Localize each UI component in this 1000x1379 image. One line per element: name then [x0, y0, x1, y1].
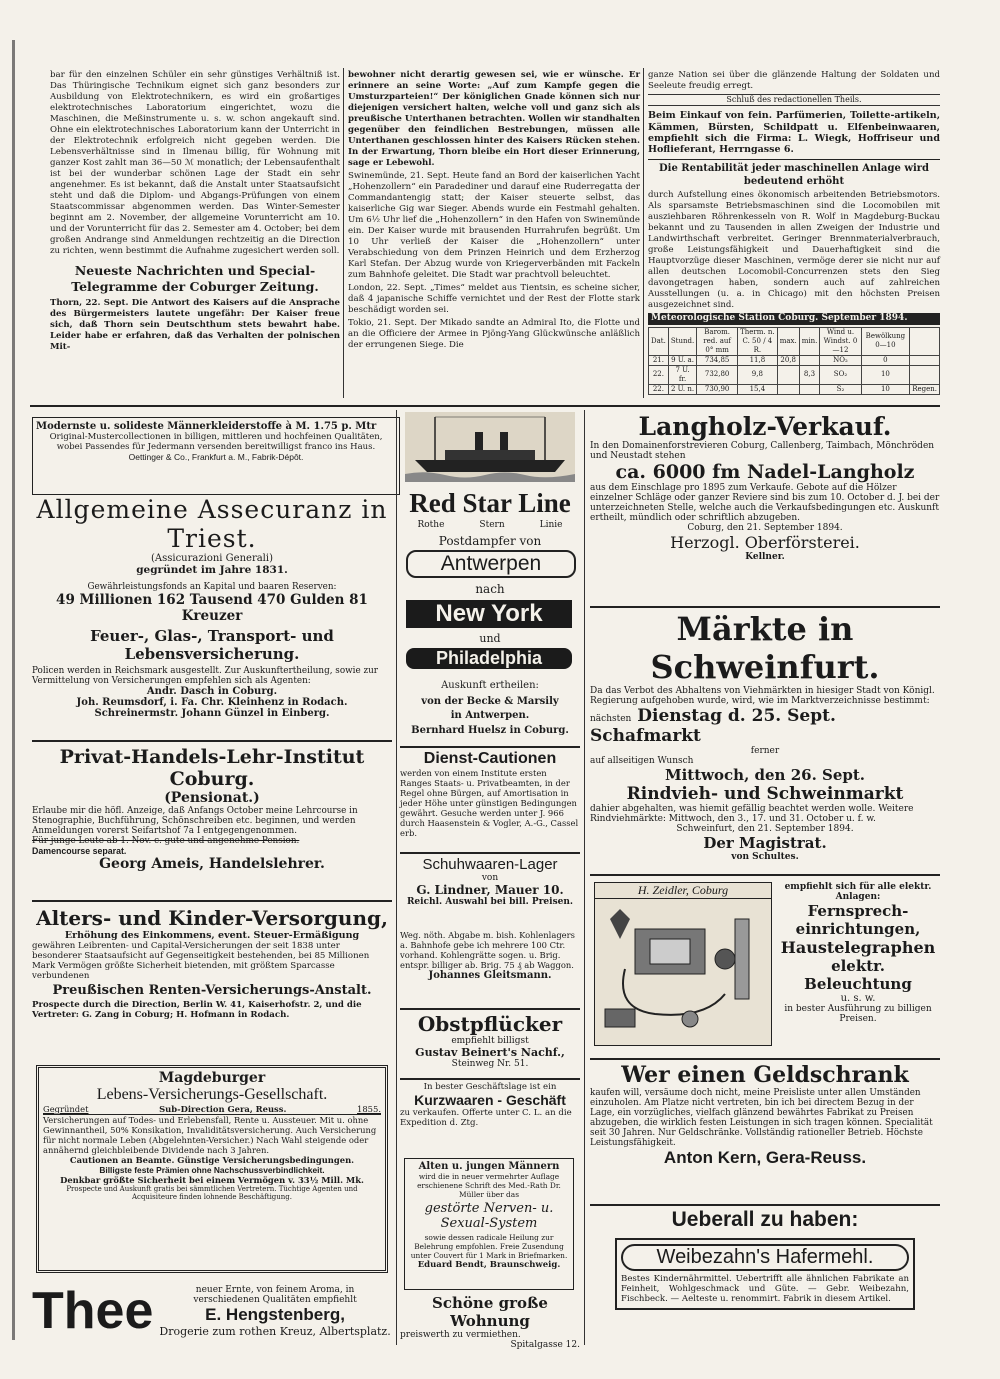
- ad-separator: [590, 1058, 940, 1060]
- redstar-auskunft: Auskunft ertheilen:: [441, 680, 539, 691]
- maerkte-line-3: Rindvieh- und Schweinmarkt: [626, 784, 904, 804]
- redstar-subline: [400, 520, 580, 530]
- weather-cell: SO₂: [820, 365, 861, 384]
- weather-header: Barom. red. auf 0° mm: [697, 327, 738, 355]
- weibezahn-body: Bestes Kindernährmittel. Uebertrifft alle ähnlichen Fabrikate an Feinheit, Wohlgeschmack und Güte. — Gebr. Weibezahn, Fischbeck. — Aelteste u. renommirt. Fabrik in diesem Artikel.: [621, 1274, 909, 1304]
- dienst-title: Dienst-Cautionen: [423, 750, 557, 767]
- zeidler-line-1: Fernsprech-einrichtungen,: [795, 902, 921, 938]
- weather-cell: Regen.: [910, 384, 940, 394]
- assecuranz-types: Feuer-, Glas-, Transport- und Lebensversicherung.: [90, 627, 334, 663]
- redstar-nach: nach: [475, 582, 505, 596]
- institut-body: Erlaube mir die höfl. Anzeige, daß Anfangs October meine Lehrcourse in Stenographie, Buchführung, Schönschreiben etc. beginnen, und werden Anmeldungen vorerst Seifartshof 7a I entgegengenommen.: [32, 806, 358, 836]
- maenner-firm: Eduard Bendt, Braunschweig.: [417, 1260, 561, 1270]
- steamship-illustration: [405, 412, 575, 482]
- weather-cell: 22.: [649, 365, 669, 384]
- redstar-sub-2: Stern: [479, 520, 505, 530]
- thee-line-2: verschiedenen Qualitäten empfiehlt: [193, 1294, 357, 1305]
- weather-cell: 20,8: [777, 355, 799, 365]
- weather-cell: 11,8: [738, 355, 778, 365]
- redstar-post: Postdampfer von: [438, 534, 542, 548]
- thee-word: Thee: [32, 1282, 154, 1340]
- maerkte-title: Märkte in Schweinfurt.: [650, 610, 880, 686]
- ad-separator: [32, 740, 392, 742]
- magdeburger-cautionen: Cautionen an Beamte. Günstige Versicherungsbedingungen.: [69, 1155, 355, 1165]
- kurz-title: Kurzwaaren - Geschäft: [414, 1092, 566, 1108]
- magdeburger-praemien: Billigste feste Prämien ohne Nachschussverbindlichkeit.: [99, 1165, 325, 1175]
- magdeburger-info-row: [43, 1104, 381, 1115]
- maenner-body: wird die in neuer vermehrter Auflage erschienene Schrift des Med.-Rath Dr. Müller über das: [417, 1172, 561, 1199]
- column-2-text-3: London, 22. Sept. „Times“ meldet aus Tientsin, es scheine sicher, daß 4 japanische Schiffe vernichtet und der Rest der Flotte stark beschädigt worden sei.: [348, 283, 640, 315]
- zeidler-line-3: elektr. Beleuchtung: [804, 957, 912, 993]
- column-3-separator: [648, 159, 940, 160]
- zeidler-line-4: u. s. w.: [840, 993, 876, 1004]
- weather-cell: 10: [861, 384, 910, 394]
- ad-separator: [590, 874, 940, 876]
- ad-separator: [400, 1078, 580, 1080]
- ad-column-rule-1: [396, 410, 397, 1345]
- assecuranz-amount: 49 Millionen 162 Tausend 470 Gulden 81 Kreuzer: [56, 592, 368, 624]
- wohnung-ad: [400, 1294, 580, 1350]
- schuh-firm: G. Lindner, Mauer 10.: [416, 883, 564, 897]
- weather-header: Therm. n. C. 50 / 4 R.: [738, 327, 778, 355]
- institut-sub: (Pensionat.): [164, 790, 260, 806]
- institut-sign: Georg Ameis, Handelslehrer.: [99, 856, 325, 872]
- maenner-ad: [404, 1158, 574, 1290]
- redstar-agent-2: Bernhard Huelsz in Coburg.: [411, 725, 569, 736]
- langholz-amount: ca. 6000 fm Nadel-Langholz: [615, 461, 915, 483]
- column-1: [50, 70, 340, 400]
- weather-cell: 9 U. a.: [668, 355, 696, 365]
- zeidler-plate: H. Zeidler, Coburg: [595, 883, 771, 899]
- schuh-body: Reichl. Auswahl bei bill. Preisen.: [406, 897, 574, 907]
- geldschrank-ad: [590, 1062, 940, 1202]
- schuh-title: Schuhwaaren-Lager: [422, 856, 558, 873]
- magdeburger-body: Versicherungen auf Todes- und Erlebensfall, Rente u. Aussteuer. Mit u. ohne Gewinnantheil, 50% Konsikation, Invaliditätsversicherung. Auch Versicherung für nicht normale Leben (Abgelehnten-Versicher.) Nach Wahl steigende oder annähernd gleichbleibende Dividende nach 3 Jahren.: [43, 1115, 377, 1155]
- maerkte-wunsch: auf allseitigen Wunsch: [590, 756, 694, 766]
- weather-cell: 2 U. n.: [668, 384, 696, 394]
- weather-table: [648, 327, 940, 395]
- langholz-date: Coburg, den 21. September 1894.: [687, 523, 843, 533]
- column-2-text-2: Swinemünde, 21. Sept. Heute fand an Bord der kaiserlichen Yacht „Hohenzollern“ ein Paradediner und darauf eine Ruderregatta der Commandantengig statt; der Kaiser steuerte selbst, das kaiserliche Gig war Sieger. Abends wurde ein Festmahl gehalten. Um 6½ Uhr lief die „Hohenzollern“ in den Hafen von Swinemünde ein. Der Kaiser wurde mit brausenden Hurrahrufen begrüßt. Um 10 Uhr verließ der Kaiser die „Hohenzollern“ unter Verabschiedung von dem Prinzen Heinrich und dem Erzherzog Karl Stefan. Der Abzug wurde von Kriegerverbänden mit Fackeln zum Bahnhofe geleitet. Die Stadt war prachtvoll beleuchtet.: [348, 171, 640, 280]
- ad-separator: [590, 1204, 940, 1206]
- weather-row: [649, 384, 940, 394]
- zeidler-text: [778, 882, 938, 1024]
- column-2: [348, 70, 640, 400]
- maerkte-sign-2: von Schultes.: [731, 852, 799, 862]
- zeidler-ad: [590, 878, 940, 1054]
- weather-cell: [799, 384, 820, 394]
- assecuranz-agent: Joh. Reumsdorf, i. Fa. Chr. Kleinhenz in Rodach.: [76, 697, 348, 708]
- assecuranz-agent: Schreinermstr. Johann Günzel in Einberg.: [94, 708, 330, 719]
- rentabilitaet-heading: Die Rentabilität jeder maschinellen Anlage wird bedeutend erhöht: [658, 162, 930, 187]
- weather-row: [649, 365, 940, 384]
- assecuranz-title: Allgemeine Assecuranz in Triest.: [36, 495, 388, 553]
- obst-title: Obstpflücker: [417, 1012, 563, 1036]
- weather-header: Wind u. Windst. 0—12: [820, 327, 861, 355]
- langholz-body-1: In den Domainenforstrevieren Coburg, Callenberg, Taimbach, Mönchröden und Neustadt stehen: [590, 441, 935, 461]
- weather-cell: 21.: [649, 355, 669, 365]
- langholz-ad: [590, 412, 940, 604]
- weather-row: [649, 355, 940, 365]
- kurz-intro: In bester Geschäftslage ist ein: [423, 1082, 557, 1092]
- redstar-agent-1b: in Antwerpen.: [450, 710, 530, 721]
- redstar-und: und: [479, 632, 501, 645]
- redstar-ad: [400, 412, 580, 744]
- weather-cell: 732,80: [697, 365, 738, 384]
- maerkte-line-1a: nächsten: [590, 714, 632, 724]
- zeidler-intro: empfiehlt sich für alle elektr. Anlagen:: [784, 882, 932, 902]
- ad-separator: [400, 852, 580, 854]
- weibezahn-box: [615, 1238, 915, 1310]
- langholz-sign-1: Herzogl. Oberförsterei.: [670, 533, 860, 552]
- dienst-ad: [400, 750, 580, 850]
- thee-ad: [32, 1280, 392, 1342]
- editorial-end-note: Schluß des redactionellen Theils.: [648, 94, 940, 106]
- weather-cell: 8,3: [799, 365, 820, 384]
- advert-section-rule: [30, 405, 940, 407]
- weather-cell: NO₂: [820, 355, 861, 365]
- parfum-ad: Beim Einkauf von fein. Parfümerien, Toilette-artikeln, Kämmen, Bürsten, Schildpatt u. Elfenbeinwaaren, empfiehlt sich die Firma: L. Wiegk, Hoffriseur und Hoflieferant, Herrngasse 6.: [648, 110, 940, 156]
- magdeburger-ad: [36, 1065, 388, 1273]
- weather-cell: [910, 355, 940, 365]
- weather-cell: [777, 384, 799, 394]
- weather-cell: 22.: [649, 384, 669, 394]
- weather-cell: 15,4: [738, 384, 778, 394]
- magdeburger-title-1: Magdeburger: [158, 1070, 266, 1086]
- magdeburger-year: 1855.: [357, 1104, 381, 1114]
- weather-header: min.: [799, 327, 820, 355]
- maenner-script: gestörte Nerven- u. Sexual-System: [424, 1201, 554, 1231]
- alters-sub: Erhöhung des Einkommens, event. Steuer-Ermäßigung: [64, 930, 360, 941]
- weather-header: Stund.: [668, 327, 696, 355]
- alters-footer: Prospecte durch die Direction, Berlin W. 41, Kaiserhofstr. 2, und die Vertreter: G. Zang in Coburg; H. Hofmann in Rodach.: [32, 1000, 362, 1020]
- kohlen-ad: [400, 930, 580, 1006]
- redstar-antwerpen: Antwerpen: [406, 550, 576, 578]
- zeidler-line-2: Haustelegraphen: [780, 938, 936, 957]
- weather-cell: 7 U. fr.: [668, 365, 696, 384]
- column-1-intro: bar für den einzelnen Schüler ein sehr günstiges Verhältniß ist. Das Thüringische Technikum eignet sich ganz besonders zur Ausbildung von Elektrotechnikern, es wird ein großartiges elektrotechnisches Laboratorium eingerichtet, wozu die Maschinen, die Meßinstrumente u. s. w. schon angekauft sind. Ohne ein elektrotechnisches Laboratorium kann der Unterricht in der Elektrotechnik erfolgreich nicht gegeben werden. Die Lebensverhältnisse sind in Ilmenau billig, für Wohnung mit ganzer Kost zahlt man 36—50 ℳ monatlich; der Lebensaufenthalt ist bei der wunderbar schönen Lage der Stadt ein sehr angenehmer. Es ist bekannt, daß die Anstalt unter Staatsaufsicht steht und daß die Diplom- und Abgangs-Prüfungen von einem Staatscommissar abgenommen werden. Das Winter-Semester beginnt am 2. November, der allgemeine Vorunterricht am 10. und der Vorunterricht für das 2. Semester am 4. October; bei dem großen Andrange sind Anmeldungen rechtzeitig an die Direction zu richten, wenn bestimmt die Aufnahme zugesichert werden soll.: [50, 70, 340, 256]
- langholz-body-2: aus dem Einschlage pro 1895 zum Verkaufe. Gebote auf die Hölzer einzelner Schläge oder ganzer Reviere sind bis zum 10. October d. J. bei der unterzeichneten Stelle, welche auch die Verkaufsbedingungen etc. Auskunft ertheilt, mündlich oder schriftlich abzugeben.: [590, 483, 940, 523]
- maenner-body-2: sowie dessen radicale Heilung zur Belehrung empfohlen. Freie Zusendung unter Couvert für 1 Mark in Briefmarken.: [410, 1233, 568, 1260]
- schuh-ad: [400, 856, 580, 928]
- wohnung-title: Schöne große Wohnung: [432, 1294, 548, 1330]
- weather-header: Bewölkung 0—10: [861, 327, 910, 355]
- assecuranz-agent: Andr. Dasch in Coburg.: [146, 686, 278, 697]
- geldschrank-firm: Anton Kern, Gera-Reuss.: [663, 1148, 867, 1167]
- column-3-text-1: ganze Nation sei über die glänzende Haltung der Soldaten und Seeleute freudig erregt.: [648, 70, 940, 91]
- column-rule-2: [643, 68, 644, 398]
- weather-header: Dat.: [649, 327, 669, 355]
- magdeburger-founded: Gegründet: [43, 1104, 89, 1114]
- ad-separator: [590, 606, 940, 608]
- ad-separator: [400, 1008, 580, 1010]
- weibezahn-head: Ueberall zu haben:: [671, 1208, 859, 1231]
- weather-cell: 9,8: [738, 365, 778, 384]
- column-1-heading: Neueste Nachrichten und Special-Telegramme der Coburger Zeitung.: [71, 263, 319, 294]
- assecuranz-founded: gegründet im Jahre 1831.: [136, 564, 288, 576]
- langholz-title: Langholz-Verkauf.: [638, 412, 892, 441]
- column-2-text-4: Tokio, 21. Sept. Der Mikado sandte an Admiral Ito, die Flotte und an die Officiere der Armee in Pjöng-Yang Glückwünsche anläßlich der errungenen Siege. Die: [348, 318, 640, 350]
- weather-cell: [910, 365, 940, 384]
- alters-title: Alters- und Kinder-Versorgung,: [36, 906, 388, 930]
- kohlen-body: Weg. nöth. Abgabe m. bish. Kohlenlagers a. Bahnhofe gebe ich mehrere 100 Ctr. vorhand. Kohlengrätte sogen. u. Brig. entspr. billiger ab. Brig. 75 ₰ ab Waggon.: [400, 930, 575, 970]
- obst-ad: [400, 1012, 580, 1076]
- redstar-sub-1: Rothe: [417, 520, 445, 530]
- stoffe-body: Original-Mustercollectionen in billigen, mittleren und hochfeinen Qualitäten, wobei Passendes für Jedermann versenden bereitwilligst franco ins Haus.: [49, 432, 383, 452]
- schuh-von: von: [481, 873, 499, 883]
- weather-cell: S₂: [820, 384, 861, 394]
- zeidler-foot: in bester Ausführung zu billigen Preisen.: [784, 1004, 932, 1024]
- magdeburger-subdir: Sub-Direction Gera, Reuss.: [159, 1104, 287, 1114]
- alters-anstalt: Preußischen Renten-Versicherungs-Anstalt.: [52, 983, 372, 998]
- maerkte-sign-1: Der Magistrat.: [703, 834, 827, 852]
- alters-ad: [32, 906, 392, 1056]
- rentabilitaet-text: durch Aufstellung eines ökonomisch arbeitenden Betriebsmotors. Als sparsamste Betriebsmaschinen sind die Locomobilen mit ausziehbaren Röhrenkesseln von R. Wolf in Magdeburg-Buckau bekannt und zu Tausenden in allen Zweigen der Industrie und Landwirthschaft verbreitet. Geringer Brennmaterialverbrauch, große Leistungsfähigkeit und Dauerhaftigkeit sind die Hauptvorzüge dieser Maschinen, vermöge derer sie nicht nur auf allen deutschen Locomobil-Concurrenzen stets den Sieg davongetragen haben, sondern auch auf zahlreichen Ausstellungen (u. a. in Chicago) mit den höchsten Preisen ausgezeichnet sind.: [648, 190, 940, 311]
- stoffe-head: Modernste u. solideste Männerkleiderstoffe à M. 1.75 p. Mtr: [36, 421, 377, 432]
- maerkte-line-1: [590, 706, 940, 746]
- dienst-body: werden von einem Institute ersten Ranges Staats- u. Privatbeamten, in der Regel ohne Bürgen, auf Amortisation in jeder Höhe unter günstigen Bedingungen gewährt. Gesuche werden unter J. 966 durch Haasenstein & Vogler, A.-G., Cassel erb.: [400, 768, 579, 838]
- kurz-body: zu verkaufen. Offerte unter C. L. an die Expedition d. Ztg.: [400, 1108, 572, 1128]
- maerkte-ad: [590, 610, 940, 872]
- institut-note: Für junge Leute ab 1. Nov. c. gute und angenehme Pension.: [32, 836, 300, 846]
- obst-body: empfiehlt billigst: [451, 1036, 529, 1046]
- weather-cell: 734,85: [697, 355, 738, 365]
- redstar-title: Red Star Line: [409, 488, 571, 518]
- kohlen-sign: Johannes Gleitsmann.: [428, 970, 552, 981]
- obst-addr: Steinweg Nr. 51.: [451, 1059, 529, 1069]
- binding-edge: [12, 40, 15, 1340]
- maerkte-line-1b: Dienstag d. 25. Sept. Schafmarkt: [590, 706, 836, 746]
- institut-title: Privat-Handels-Lehr-Institut Coburg.: [59, 746, 365, 790]
- weather-cell: 0: [861, 355, 910, 365]
- weather-header-row: [649, 327, 940, 355]
- stoffe-firm: Oettinger & Co., Frankfurt a. M., Fabrik-Dépôt.: [128, 452, 304, 462]
- thee-line-1: neuer Ernte, von feinem Aroma, in: [195, 1284, 355, 1295]
- magdeburger-title-2: Lebens-Versicherungs-Gesellschaft.: [96, 1086, 328, 1103]
- weather-title: Meteorologische Station Coburg. September 1894.: [648, 313, 940, 325]
- column-1-thorn: Thorn, 22. Sept. Die Antwort des Kaisers auf die Ansprache des Bürgermeisters lautete ungefähr: Der Kaiser freue sich, daß Thorn sein Deutschthum stets bewahrt habe. Leider habe er erfahren, daß das Verhalten der polnischen Mit-: [50, 298, 340, 352]
- assecuranz-sub: (Assicurazioni Generali): [151, 553, 273, 564]
- magdeburger-sicherheit: Denkbar größte Sicherheit bei einem Vermögen v. 33½ Mill. Mk.: [60, 1175, 364, 1185]
- thee-text: [159, 1285, 390, 1338]
- telephone-icon: [595, 899, 767, 1039]
- ad-column-rule-2: [584, 410, 585, 1345]
- thee-addr: Drogerie zum rothen Kreuz, Albertsplatz.: [159, 1324, 391, 1338]
- weibezahn-title: Weibezahn's Hafermehl.: [621, 1244, 909, 1271]
- geldschrank-title: Wer einen Geldschrank: [621, 1062, 909, 1088]
- maerkte-line-2: Mittwoch, den 26. Sept.: [664, 766, 866, 784]
- langholz-sign-2: Kellner.: [745, 552, 785, 562]
- column-rule-1: [343, 68, 344, 398]
- column-2-text-1: bewohner nicht derartig gewesen sei, wie er wünsche. Er erinnere an seine Worte: „Auf zum Kampfe gegen die Umsturzparteien!“ Der königlichen Gnade können sich nur diejenigen versichert halten, welche voll und ganz sich als preußische Unterthanen betrachten. Wollen wir standhalten gegenüber den feindlichen Bestrebungen, müssen alle Unterthanen geschlossen hinter des Kaisers Rücken stehen. In der Erwartung, Thorn bleibe ein Hort dieser Erinnerung, sage er Lebewohl.: [348, 70, 640, 168]
- maerkte-date: Schweinfurt, den 21. September 1894.: [676, 824, 854, 834]
- weibezahn-ad: [590, 1208, 940, 1344]
- weather-cell: [777, 365, 799, 384]
- geldschrank-body: kaufen will, versäume doch nicht, meine Preisliste unter allen Umständen einzuholen. Am Platze nicht vertreten, bin ich bei directem Bezug in der Lage, ein vorzügliches, vielfach glänzend bewährtes Fabrikat zu Preisen abzugeben, die wirklich festen Leistungen in sich tragen können. Specialität seit 30 Jahren. Nur Geldschränke. Vollständig rationeller Betrieb. Höchste Leistungsfähigkeit.: [590, 1088, 933, 1148]
- obst-firm: Gustav Beinert's Nachf.,: [415, 1046, 565, 1059]
- column-3: [648, 70, 940, 400]
- maenner-title: Alten u. jungen Männern: [418, 1161, 560, 1172]
- redstar-sub-3: Linie: [539, 520, 563, 530]
- weather-cell: 730,90: [697, 384, 738, 394]
- thee-firm: E. Hengstenberg,: [205, 1304, 345, 1324]
- weather-cell: 10: [861, 365, 910, 384]
- maerkte-body-1: Da das Verbot des Abhaltens von Viehmärkten in hiesiger Stadt von Königl. Regierung aufgehoben wurde, wird, wie im Marktverzeichnisse bestimmt:: [590, 686, 935, 706]
- assecuranz-body: Policen werden in Reichsmark ausgestellt. Zur Auskunftertheilung, sowie zur Vermittelung von Versicherungen empfehlen sich als Agenten:: [32, 666, 378, 686]
- maerkte-ferner: ferner: [750, 746, 780, 756]
- magdeburger-footer: Prospecte und Auskunft gratis bei sämmtlichen Vertretern. Tüchtige Agenten und Acquisiteure finden lohnende Beschäftigung.: [66, 1185, 358, 1201]
- institut-ad: [32, 746, 392, 896]
- zeidler-illustration: [594, 882, 772, 1046]
- weather-header: max.: [777, 327, 799, 355]
- alters-body: gewähren Leibrenten- und Capital-Versicherungen der seit 1838 unter besonderer Staatsaufsicht auf Gegenseitigkeit bestehenden, bei 85 Millionen Mark Vermögen größte Sicherheit bietenden, mit größtem Sparcasse verbundenen: [32, 941, 370, 981]
- redstar-philadelphia: Philadelphia: [406, 648, 572, 669]
- ad-separator: [32, 900, 392, 902]
- institut-damen: Damencourse separat.: [32, 846, 127, 856]
- weather-cell: [799, 355, 820, 365]
- maerkte-body-2: dahier abgehalten, was hiemit gefällig beachtet werden wolle. Weitere Rindviehmärkte: Mittwoch, den 3., 17. und 31. October u. f. w.: [590, 804, 914, 824]
- kurz-ad: [400, 1082, 580, 1156]
- ad-separator: [400, 746, 580, 748]
- wohnung-addr: Spitalgasse 12.: [510, 1340, 580, 1350]
- assecuranz-ad: [32, 495, 392, 735]
- stoffe-ad: [32, 417, 400, 495]
- redstar-newyork: New York: [406, 600, 572, 628]
- wohnung-body: preiswerth zu vermiethen.: [400, 1330, 521, 1340]
- redstar-agent-1: von der Becke & Marsily: [421, 696, 559, 707]
- assecuranz-guarantee: Gewährleistungsfonds an Kapital und baaren Reserven:: [87, 582, 337, 592]
- weather-header: [910, 327, 940, 355]
